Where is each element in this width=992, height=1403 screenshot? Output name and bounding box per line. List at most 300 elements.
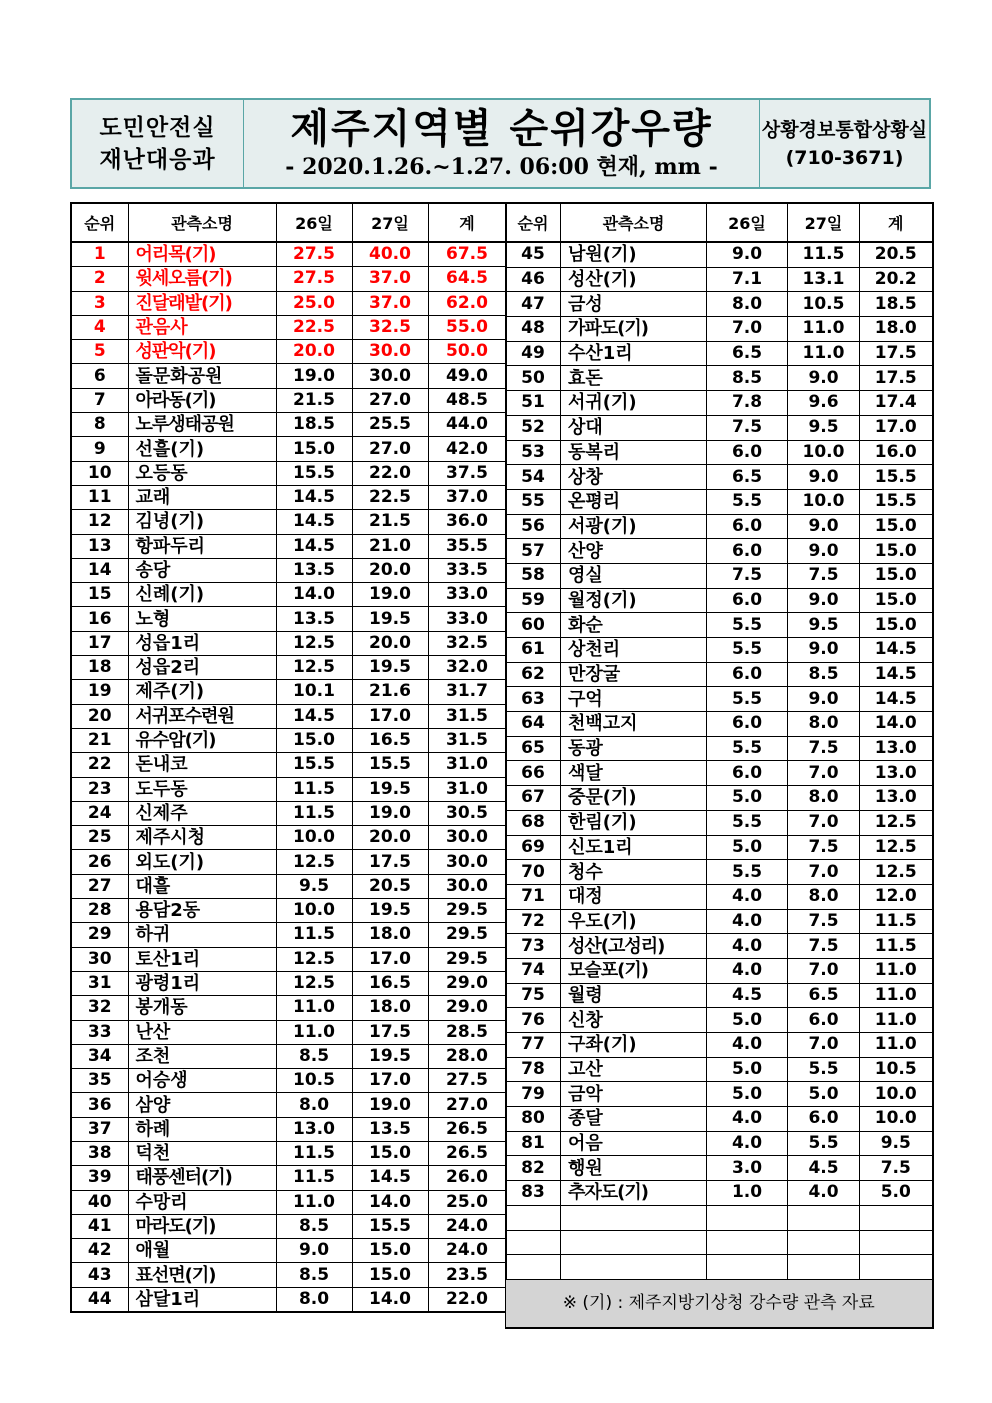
rank-cell: 14 (71, 558, 128, 582)
day2-value-cell: 22.0 (352, 461, 428, 485)
total-value-cell: 12.5 (860, 810, 933, 835)
day1-value-cell: 4.5 (707, 983, 788, 1008)
station-name-cell: 노형 (128, 607, 276, 631)
rank-cell: 11 (71, 485, 128, 509)
table-row (71, 728, 506, 752)
total-value-cell: 12.5 (860, 860, 933, 885)
table-row (71, 826, 506, 850)
rank-cell: 72 (506, 909, 561, 934)
station-name-cell: 외도(기) (128, 850, 276, 874)
table-row (506, 242, 933, 267)
total-value-cell: 42.0 (428, 437, 506, 461)
table-row (71, 461, 506, 485)
day1-value-cell: 5.5 (707, 860, 788, 885)
day2-value-cell: 30.0 (352, 340, 428, 364)
table-row (71, 388, 506, 412)
station-name-cell: 남원(기) (561, 242, 707, 267)
empty-cell (860, 1230, 933, 1255)
day1-value-cell: 8.5 (276, 1044, 352, 1068)
day1-value-cell: 8.5 (707, 366, 788, 391)
day1-value-cell: 4.0 (707, 1033, 788, 1058)
table-row (71, 1239, 506, 1263)
table-row (506, 465, 933, 490)
day2-value-cell: 19.5 (352, 899, 428, 923)
empty-row (506, 1230, 933, 1255)
station-name-cell: 서귀포수련원 (128, 704, 276, 728)
day2-value-cell: 9.5 (788, 415, 860, 440)
table-header-row (71, 203, 506, 242)
station-name-cell: 산양 (561, 539, 707, 564)
report-header (70, 98, 931, 189)
station-name-cell: 제주시청 (128, 826, 276, 850)
station-name-cell: 삼달1리 (128, 1287, 276, 1312)
report-title: 제주지역별 순위강우량 (290, 105, 713, 152)
table-row (71, 291, 506, 315)
day1-value-cell: 4.0 (707, 1131, 788, 1156)
day1-value-cell: 11.5 (276, 1141, 352, 1165)
total-value-cell: 49.0 (428, 364, 506, 388)
total-value-cell: 36.0 (428, 510, 506, 534)
total-value-cell: 55.0 (428, 315, 506, 339)
day1-value-cell: 21.5 (276, 388, 352, 412)
col-total-header: 계 (428, 203, 506, 242)
rank-cell: 58 (506, 563, 561, 588)
col-station-header: 관측소명 (561, 203, 707, 242)
rank-cell: 4 (71, 315, 128, 339)
rank-cell: 66 (506, 761, 561, 786)
rank-cell: 45 (506, 242, 561, 267)
department-line-1: 도민안전실 (99, 114, 216, 141)
day1-value-cell: 15.0 (276, 728, 352, 752)
total-value-cell: 14.5 (860, 662, 933, 687)
day1-value-cell: 13.5 (276, 558, 352, 582)
station-name-cell: 하례 (128, 1117, 276, 1141)
table-row (71, 923, 506, 947)
table-row (71, 1166, 506, 1190)
total-value-cell: 24.0 (428, 1214, 506, 1238)
total-value-cell: 26.5 (428, 1117, 506, 1141)
table-row (71, 1214, 506, 1238)
day2-value-cell: 14.0 (352, 1190, 428, 1214)
total-value-cell: 64.5 (428, 267, 506, 291)
total-value-cell: 14.5 (860, 638, 933, 663)
table-row (71, 534, 506, 558)
empty-cell (506, 1230, 561, 1255)
day1-value-cell: 5.5 (707, 736, 788, 761)
day1-value-cell: 5.5 (707, 810, 788, 835)
table-row (71, 874, 506, 898)
report-subtitle: - 2020.1.26.~1.27. 06:00 현재, mm - (285, 153, 718, 180)
rank-cell: 2 (71, 267, 128, 291)
table-row (71, 364, 506, 388)
table-row (71, 631, 506, 655)
station-name-cell: 수망리 (128, 1190, 276, 1214)
total-value-cell: 11.5 (860, 909, 933, 934)
table-row (71, 1093, 506, 1117)
total-value-cell: 32.5 (428, 631, 506, 655)
total-value-cell: 18.5 (860, 292, 933, 317)
day1-value-cell: 6.5 (707, 465, 788, 490)
station-name-cell: 아라동(기) (128, 388, 276, 412)
total-value-cell: 30.0 (428, 850, 506, 874)
rank-cell: 77 (506, 1033, 561, 1058)
day1-value-cell: 13.0 (276, 1117, 352, 1141)
total-value-cell: 13.0 (860, 786, 933, 811)
rank-cell: 22 (71, 753, 128, 777)
rank-cell: 40 (71, 1190, 128, 1214)
station-name-cell: 색달 (561, 761, 707, 786)
rank-cell: 78 (506, 1057, 561, 1082)
total-value-cell: 12.5 (860, 835, 933, 860)
total-value-cell: 62.0 (428, 291, 506, 315)
day2-value-cell: 11.5 (788, 242, 860, 267)
table-row (506, 440, 933, 465)
station-name-cell: 덕천 (128, 1141, 276, 1165)
rank-cell: 50 (506, 366, 561, 391)
table-row (506, 1156, 933, 1181)
station-name-cell: 교래 (128, 485, 276, 509)
day1-value-cell: 8.5 (276, 1214, 352, 1238)
table-row (506, 638, 933, 663)
total-value-cell: 25.0 (428, 1190, 506, 1214)
station-name-cell: 중문(기) (561, 786, 707, 811)
day1-value-cell: 22.5 (276, 315, 352, 339)
station-name-cell: 효돈 (561, 366, 707, 391)
total-value-cell: 15.5 (860, 489, 933, 514)
rank-cell: 59 (506, 588, 561, 613)
rank-cell: 68 (506, 810, 561, 835)
table-row (506, 415, 933, 440)
day1-value-cell: 6.5 (707, 341, 788, 366)
day1-value-cell: 5.5 (707, 489, 788, 514)
col-rank-header: 순위 (71, 203, 128, 242)
table-row (71, 607, 506, 631)
total-value-cell: 12.0 (860, 884, 933, 909)
day2-value-cell: 9.5 (788, 613, 860, 638)
rank-cell: 43 (71, 1263, 128, 1287)
station-name-cell: 도두동 (128, 777, 276, 801)
rank-cell: 8 (71, 413, 128, 437)
table-row (506, 514, 933, 539)
day2-value-cell: 5.0 (788, 1082, 860, 1107)
station-name-cell: 진달래밭(기) (128, 291, 276, 315)
empty-cell (561, 1230, 707, 1255)
day1-value-cell: 27.5 (276, 267, 352, 291)
total-value-cell: 37.5 (428, 461, 506, 485)
total-value-cell: 11.0 (860, 1033, 933, 1058)
day2-value-cell: 20.0 (352, 631, 428, 655)
station-name-cell: 구좌(기) (561, 1033, 707, 1058)
table-row (506, 613, 933, 638)
day2-value-cell: 30.0 (352, 364, 428, 388)
day2-value-cell: 11.0 (788, 317, 860, 342)
day2-value-cell: 9.0 (788, 687, 860, 712)
rank-cell: 32 (71, 996, 128, 1020)
col-day1-header: 26일 (276, 203, 352, 242)
department-block (72, 100, 244, 187)
day2-value-cell: 10.5 (788, 292, 860, 317)
station-name-cell: 돌문화공원 (128, 364, 276, 388)
station-name-cell: 금악 (561, 1082, 707, 1107)
rank-cell: 62 (506, 662, 561, 687)
day2-value-cell: 9.0 (788, 366, 860, 391)
table-row (506, 712, 933, 737)
day1-value-cell: 8.0 (707, 292, 788, 317)
empty-row (506, 1255, 933, 1280)
day2-value-cell: 15.5 (352, 753, 428, 777)
rank-cell: 12 (71, 510, 128, 534)
day1-value-cell: 19.0 (276, 364, 352, 388)
station-name-cell: 상창 (561, 465, 707, 490)
table-row (71, 1069, 506, 1093)
table-row (71, 340, 506, 364)
station-name-cell: 만장굴 (561, 662, 707, 687)
day1-value-cell: 5.5 (707, 687, 788, 712)
rank-cell: 37 (71, 1117, 128, 1141)
station-name-cell: 한림(기) (561, 810, 707, 835)
table-row (506, 884, 933, 909)
table-row (506, 687, 933, 712)
day2-value-cell: 19.0 (352, 1093, 428, 1117)
rank-cell: 56 (506, 514, 561, 539)
table-row (506, 909, 933, 934)
total-value-cell: 15.0 (860, 563, 933, 588)
total-value-cell: 35.5 (428, 534, 506, 558)
station-name-cell: 용담2동 (128, 899, 276, 923)
empty-cell (788, 1230, 860, 1255)
rank-cell: 9 (71, 437, 128, 461)
day2-value-cell: 8.5 (788, 662, 860, 687)
table-row (71, 558, 506, 582)
station-name-cell: 온평리 (561, 489, 707, 514)
table-row (506, 366, 933, 391)
station-name-cell: 동광 (561, 736, 707, 761)
day2-value-cell: 7.5 (788, 563, 860, 588)
day2-value-cell: 7.0 (788, 958, 860, 983)
total-value-cell: 24.0 (428, 1239, 506, 1263)
day1-value-cell: 11.0 (276, 1190, 352, 1214)
day2-value-cell: 7.5 (788, 934, 860, 959)
col-station-header: 관측소명 (128, 203, 276, 242)
table-row (71, 899, 506, 923)
day2-value-cell: 18.0 (352, 923, 428, 947)
rank-cell: 79 (506, 1082, 561, 1107)
rank-cell: 28 (71, 899, 128, 923)
station-name-cell: 월정(기) (561, 588, 707, 613)
station-name-cell: 돈내코 (128, 753, 276, 777)
day1-value-cell: 5.0 (707, 786, 788, 811)
rank-cell: 82 (506, 1156, 561, 1181)
total-value-cell: 29.0 (428, 996, 506, 1020)
day2-value-cell: 7.5 (788, 835, 860, 860)
day2-value-cell: 14.5 (352, 1166, 428, 1190)
table-row (506, 292, 933, 317)
total-value-cell: 26.5 (428, 1141, 506, 1165)
rank-cell: 53 (506, 440, 561, 465)
total-value-cell: 30.5 (428, 801, 506, 825)
rank-cell: 19 (71, 680, 128, 704)
total-value-cell: 15.5 (860, 465, 933, 490)
office-block (760, 100, 929, 187)
table-row (506, 958, 933, 983)
table-row (71, 583, 506, 607)
station-name-cell: 관음사 (128, 315, 276, 339)
rank-cell: 81 (506, 1131, 561, 1156)
rank-cell: 39 (71, 1166, 128, 1190)
rank-cell: 35 (71, 1069, 128, 1093)
office-phone: (710-3671) (785, 146, 904, 169)
table-row (506, 1082, 933, 1107)
rank-cell: 46 (506, 267, 561, 292)
day2-value-cell: 19.0 (352, 801, 428, 825)
day1-value-cell: 12.5 (276, 850, 352, 874)
title-block (244, 100, 760, 187)
day1-value-cell: 10.1 (276, 680, 352, 704)
total-value-cell: 26.0 (428, 1166, 506, 1190)
day1-value-cell: 8.5 (276, 1263, 352, 1287)
day1-value-cell: 12.5 (276, 656, 352, 680)
station-name-cell: 모슬포(기) (561, 958, 707, 983)
station-name-cell: 성산(고성리) (561, 934, 707, 959)
total-value-cell: 15.0 (860, 613, 933, 638)
rank-cell: 23 (71, 777, 128, 801)
table-row (71, 1263, 506, 1287)
day1-value-cell: 18.5 (276, 413, 352, 437)
day1-value-cell: 5.0 (707, 1082, 788, 1107)
total-value-cell: 11.0 (860, 983, 933, 1008)
day1-value-cell: 6.0 (707, 514, 788, 539)
rank-cell: 25 (71, 826, 128, 850)
day2-value-cell: 15.5 (352, 1214, 428, 1238)
total-value-cell: 10.5 (860, 1057, 933, 1082)
total-value-cell: 27.5 (428, 1069, 506, 1093)
station-name-cell: 청수 (561, 860, 707, 885)
day2-value-cell: 17.0 (352, 947, 428, 971)
rank-cell: 21 (71, 728, 128, 752)
day1-value-cell: 15.0 (276, 437, 352, 461)
day1-value-cell: 10.0 (276, 826, 352, 850)
table-row (71, 510, 506, 534)
station-name-cell: 구억 (561, 687, 707, 712)
day1-value-cell: 13.5 (276, 607, 352, 631)
day1-value-cell: 5.0 (707, 835, 788, 860)
rank-cell: 44 (71, 1287, 128, 1312)
day2-value-cell: 17.5 (352, 1020, 428, 1044)
day2-value-cell: 37.0 (352, 291, 428, 315)
empty-cell (860, 1255, 933, 1280)
rank-cell: 48 (506, 317, 561, 342)
total-value-cell: 28.5 (428, 1020, 506, 1044)
day1-value-cell: 4.0 (707, 1107, 788, 1132)
empty-cell (788, 1205, 860, 1230)
table-row (71, 753, 506, 777)
day2-value-cell: 20.5 (352, 874, 428, 898)
total-value-cell: 22.0 (428, 1287, 506, 1312)
day1-value-cell: 10.5 (276, 1069, 352, 1093)
station-name-cell: 유수암(기) (128, 728, 276, 752)
day2-value-cell: 14.0 (352, 1287, 428, 1312)
station-name-cell: 봉개동 (128, 996, 276, 1020)
total-value-cell: 11.5 (860, 934, 933, 959)
rank-cell: 5 (71, 340, 128, 364)
station-name-cell: 송당 (128, 558, 276, 582)
total-value-cell: 17.5 (860, 341, 933, 366)
rank-cell: 27 (71, 874, 128, 898)
rainfall-table-left (70, 202, 507, 1313)
rank-cell: 33 (71, 1020, 128, 1044)
day2-value-cell: 32.5 (352, 315, 428, 339)
note-row (506, 1279, 933, 1328)
total-value-cell: 16.0 (860, 440, 933, 465)
rank-cell: 51 (506, 391, 561, 416)
day1-value-cell: 7.5 (707, 563, 788, 588)
day1-value-cell: 4.0 (707, 909, 788, 934)
rank-cell: 70 (506, 860, 561, 885)
table-row (506, 786, 933, 811)
table-row (506, 1107, 933, 1132)
table-row (71, 485, 506, 509)
table-row (506, 810, 933, 835)
day2-value-cell: 25.5 (352, 413, 428, 437)
table-row (71, 850, 506, 874)
station-name-cell: 우도(기) (561, 909, 707, 934)
rank-cell: 26 (71, 850, 128, 874)
station-name-cell: 화순 (561, 613, 707, 638)
table-row (71, 996, 506, 1020)
day2-value-cell: 37.0 (352, 267, 428, 291)
rank-cell: 60 (506, 613, 561, 638)
total-value-cell: 31.0 (428, 777, 506, 801)
total-value-cell: 28.0 (428, 1044, 506, 1068)
day1-value-cell: 4.0 (707, 958, 788, 983)
table-row (71, 680, 506, 704)
total-value-cell: 13.0 (860, 761, 933, 786)
total-value-cell: 33.0 (428, 583, 506, 607)
col-total-header: 계 (860, 203, 933, 242)
day2-value-cell: 18.0 (352, 996, 428, 1020)
table-row (71, 1287, 506, 1312)
day2-value-cell: 17.5 (352, 850, 428, 874)
day2-value-cell: 17.0 (352, 1069, 428, 1093)
day2-value-cell: 16.5 (352, 971, 428, 995)
total-value-cell: 30.0 (428, 874, 506, 898)
station-name-cell: 동복리 (561, 440, 707, 465)
total-value-cell: 31.0 (428, 753, 506, 777)
table-row (71, 801, 506, 825)
total-value-cell: 5.0 (860, 1181, 933, 1206)
station-name-cell: 김녕(기) (128, 510, 276, 534)
day2-value-cell: 7.0 (788, 860, 860, 885)
rank-cell: 20 (71, 704, 128, 728)
day2-value-cell: 13.1 (788, 267, 860, 292)
rank-cell: 10 (71, 461, 128, 485)
day2-value-cell: 19.5 (352, 656, 428, 680)
station-name-cell: 성판악(기) (128, 340, 276, 364)
station-name-cell: 천백고지 (561, 712, 707, 737)
table-row (71, 971, 506, 995)
day1-value-cell: 4.0 (707, 884, 788, 909)
station-name-cell: 영실 (561, 563, 707, 588)
table-row (71, 947, 506, 971)
table-row (506, 267, 933, 292)
rank-cell: 73 (506, 934, 561, 959)
rank-cell: 57 (506, 539, 561, 564)
rank-cell: 74 (506, 958, 561, 983)
rank-cell: 6 (71, 364, 128, 388)
day2-value-cell: 20.0 (352, 558, 428, 582)
day1-value-cell: 6.0 (707, 440, 788, 465)
station-name-cell: 삼양 (128, 1093, 276, 1117)
